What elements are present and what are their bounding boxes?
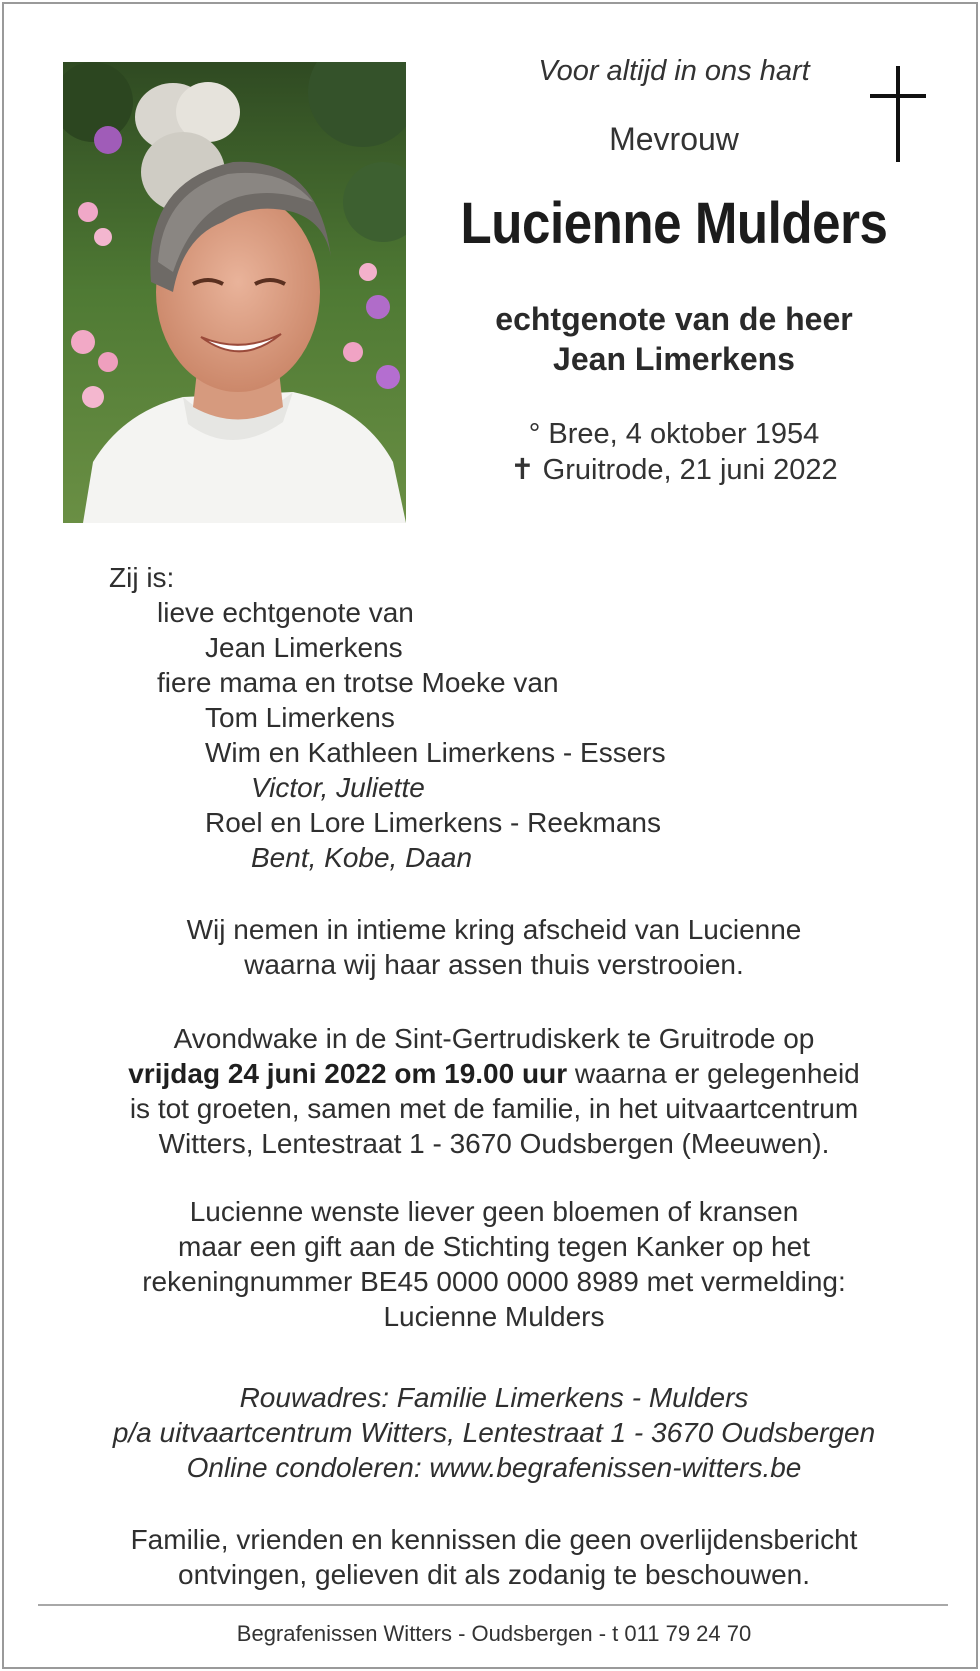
paragraph-line: p/a uitvaartcentrum Witters, Lentestraat 1 - 3670 Oudsbergen <box>112 1417 876 1448</box>
family-list <box>109 560 666 875</box>
spouse-block <box>414 299 934 379</box>
motto: Voor altijd in ons hart <box>538 55 810 87</box>
salutation: Mevrouw <box>609 121 739 157</box>
paragraph-line: Avondwake in de Sint-Gertrudiskerk te Gruitrode op <box>173 1023 815 1054</box>
life-dates <box>414 416 934 488</box>
portrait-photo <box>63 62 406 523</box>
notice-paragraph <box>44 1522 944 1592</box>
paragraph-line: is tot groeten, samen met de familie, in het uitvaartcentrum <box>129 1093 859 1124</box>
paragraph-line: Lucienne Mulders <box>383 1301 605 1332</box>
paragraph-line: Familie, vrienden en kennissen die geen overlijdensbericht <box>130 1524 858 1555</box>
paragraph-text: waarna er gelegenheid <box>567 1058 860 1089</box>
paragraph-line: Witters, Lentestraat 1 - 3670 Oudsbergen (Meeuwen). <box>158 1128 830 1159</box>
list-item: Victor, Juliette <box>251 772 425 803</box>
paragraph-line: waarna wij haar assen thuis verstrooien. <box>244 949 744 980</box>
wake-date-time: vrijdag 24 juni 2022 om 19.00 uur <box>128 1058 568 1089</box>
list-item: fiere mama en trotse Moeke van <box>157 667 559 698</box>
paragraph-line: rekeningnummer BE45 0000 0000 8989 met vermelding: <box>142 1266 846 1297</box>
footer-text: Begrafenissen Witters - Oudsbergen - t 011 79 24 70 <box>236 1621 752 1646</box>
list-item: Wim en Kathleen Limerkens - Essers <box>205 737 666 768</box>
list-item: Tom Limerkens <box>205 702 395 733</box>
address-paragraph <box>44 1380 944 1485</box>
spouse-name: Jean Limerkens <box>553 341 795 377</box>
list-item: Jean Limerkens <box>205 632 403 663</box>
footer-divider <box>38 1604 948 1606</box>
list-item: Bent, Kobe, Daan <box>251 842 473 873</box>
paragraph-line: maar een gift aan de Stichting tegen Kanker op het <box>178 1231 810 1262</box>
list-item: Roel en Lore Limerkens - Reekmans <box>205 807 661 838</box>
paragraph-line: Rouwadres: Familie Limerkens - Mulders <box>239 1382 749 1413</box>
deceased-name: Lucienne Mulders <box>460 191 888 256</box>
paragraph-line: Lucienne wenste liever geen bloemen of kransen <box>189 1196 799 1227</box>
paragraph-line: ontvingen, gelieven dit als zodanig te beschouwen. <box>178 1559 810 1590</box>
spouse-line: echtgenote van de heer <box>495 301 853 337</box>
list-item: lieve echtgenote van <box>157 597 414 628</box>
wake-paragraph <box>44 1021 944 1161</box>
farewell-paragraph <box>44 912 944 982</box>
condolence-link[interactable]: Online condoleren: www.begrafenissen-witters.be <box>186 1452 802 1483</box>
death-date: ✝ Gruitrode, 21 juni 2022 <box>510 454 838 486</box>
family-intro: Zij is: <box>109 562 175 593</box>
cross-icon <box>870 66 926 162</box>
paragraph-line <box>44 1056 944 1091</box>
birth-date: ° Bree, 4 oktober 1954 <box>528 418 820 450</box>
death-notice-card <box>2 2 978 1669</box>
donation-paragraph <box>44 1194 944 1334</box>
paragraph-line: Wij nemen in intieme kring afscheid van Lucienne <box>186 914 802 945</box>
